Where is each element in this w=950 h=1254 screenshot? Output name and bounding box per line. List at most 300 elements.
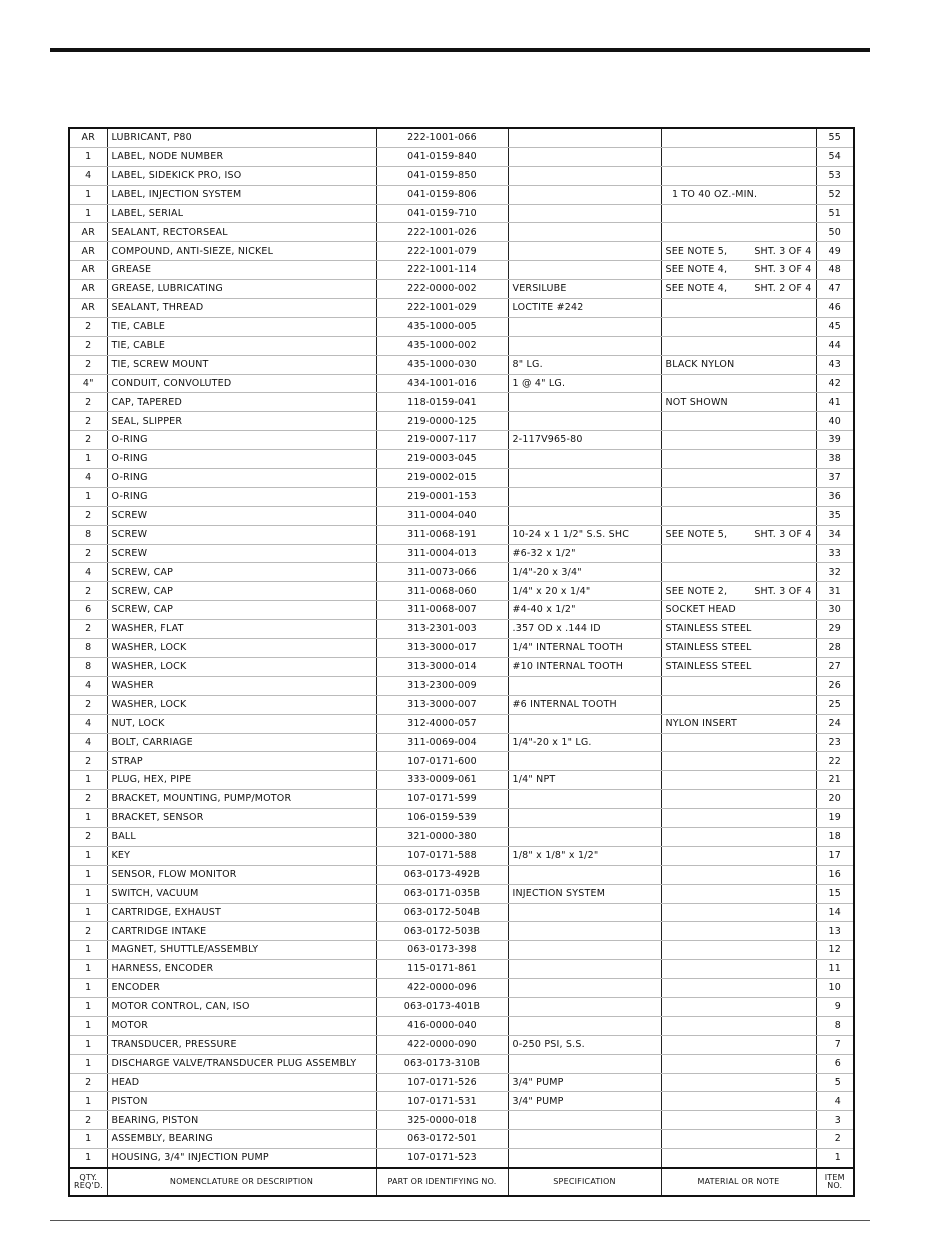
qty-cell: 1	[69, 865, 107, 884]
qty-cell: 1	[69, 1016, 107, 1035]
description-cell: SCREW, CAP	[107, 563, 376, 582]
specification-cell	[508, 317, 661, 336]
description-cell: COMPOUND, ANTI-SIEZE, NICKEL	[107, 242, 376, 261]
note-sheet-ref: SHT. 2 OF 4	[754, 283, 812, 295]
specification-cell: VERSILUBE	[508, 280, 661, 299]
description-cell: TIE, CABLE	[107, 317, 376, 336]
qty-cell: 4	[69, 563, 107, 582]
item-number-cell: 9	[816, 997, 854, 1016]
qty-cell: 2	[69, 412, 107, 431]
description-cell: SCREW	[107, 544, 376, 563]
item-number-cell: 26	[816, 676, 854, 695]
qty-cell: 4	[69, 166, 107, 185]
specification-cell	[508, 960, 661, 979]
table-row	[69, 506, 854, 525]
part-number-cell: 219-0001-153	[376, 487, 508, 506]
description-cell: PLUG, HEX, PIPE	[107, 771, 376, 790]
description-cell: WASHER, FLAT	[107, 620, 376, 639]
material-note-cell	[661, 431, 816, 450]
material-note-cell	[661, 374, 816, 393]
part-number-cell: 325-0000-018	[376, 1111, 508, 1130]
description-cell: LABEL, SERIAL	[107, 204, 376, 223]
item-number-cell: 25	[816, 695, 854, 714]
part-number-cell: 311-0004-040	[376, 506, 508, 525]
qty-cell: AR	[69, 128, 107, 147]
item-number-cell: 46	[816, 299, 854, 318]
item-number-cell: 50	[816, 223, 854, 242]
specification-cell	[508, 506, 661, 525]
part-number-cell: 333-0009-061	[376, 771, 508, 790]
part-number-cell: 312-4000-057	[376, 714, 508, 733]
table-row	[69, 639, 854, 658]
top-rule	[50, 48, 870, 52]
part-number-cell: 311-0073-066	[376, 563, 508, 582]
material-note-cell	[661, 1092, 816, 1111]
description-cell: GREASE	[107, 261, 376, 280]
part-number-cell: 219-0002-015	[376, 469, 508, 488]
item-number-cell: 14	[816, 903, 854, 922]
item-number-cell: 51	[816, 204, 854, 223]
specification-cell	[508, 487, 661, 506]
part-number-cell: 222-1001-066	[376, 128, 508, 147]
material-note-cell	[661, 487, 816, 506]
part-number-cell: 041-0159-850	[376, 166, 508, 185]
specification-cell	[508, 714, 661, 733]
specification-cell: 8" LG.	[508, 355, 661, 374]
description-cell: GREASE, LUBRICATING	[107, 280, 376, 299]
qty-cell: 1	[69, 1149, 107, 1168]
part-number-cell: 106-0159-539	[376, 809, 508, 828]
description-cell: SCREW	[107, 525, 376, 544]
description-cell: WASHER, LOCK	[107, 657, 376, 676]
part-number-cell: 313-2301-003	[376, 620, 508, 639]
specification-cell: 1/4" NPT	[508, 771, 661, 790]
table-row	[69, 431, 854, 450]
material-note-cell	[661, 1054, 816, 1073]
item-number-cell: 23	[816, 733, 854, 752]
part-number-cell: 041-0159-840	[376, 147, 508, 166]
specification-cell	[508, 922, 661, 941]
material-note-cell	[661, 695, 816, 714]
header-specification: SPECIFICATION	[508, 1168, 661, 1196]
material-note-cell	[661, 563, 816, 582]
specification-cell	[508, 903, 661, 922]
specification-cell: #10 INTERNAL TOOTH	[508, 657, 661, 676]
part-number-cell: 313-3000-017	[376, 639, 508, 658]
table-row	[69, 469, 854, 488]
description-cell: CARTRIDGE INTAKE	[107, 922, 376, 941]
part-number-cell: 219-0003-045	[376, 450, 508, 469]
qty-cell: 1	[69, 884, 107, 903]
item-number-cell: 22	[816, 752, 854, 771]
table-row	[69, 960, 854, 979]
description-cell: SEALANT, RECTORSEAL	[107, 223, 376, 242]
material-note-cell	[661, 223, 816, 242]
note-text: NYLON INSERT	[665, 717, 738, 729]
note-text: SEE NOTE 2,	[665, 585, 728, 597]
qty-cell: 1	[69, 1054, 107, 1073]
note-text: SEE NOTE 4,	[665, 283, 728, 295]
qty-cell: 4"	[69, 374, 107, 393]
item-number-cell: 24	[816, 714, 854, 733]
description-cell: WASHER, LOCK	[107, 695, 376, 714]
specification-cell: 1/8" x 1/8" x 1/2"	[508, 846, 661, 865]
part-number-cell: 107-0171-526	[376, 1073, 508, 1092]
qty-cell: 2	[69, 582, 107, 601]
material-note-cell	[661, 1073, 816, 1092]
qty-cell: 1	[69, 1092, 107, 1111]
item-number-cell: 33	[816, 544, 854, 563]
item-number-cell: 11	[816, 960, 854, 979]
table-row	[69, 997, 854, 1016]
note-text: SOCKET HEAD	[665, 604, 736, 616]
part-number-cell: 041-0159-710	[376, 204, 508, 223]
material-note-cell	[661, 469, 816, 488]
item-number-cell: 47	[816, 280, 854, 299]
part-number-cell: 063-0173-401B	[376, 997, 508, 1016]
material-note-cell	[661, 393, 816, 412]
note-sheet-ref: SHT. 3 OF 4	[754, 528, 812, 540]
qty-cell: 4	[69, 733, 107, 752]
qty-cell: 2	[69, 393, 107, 412]
material-note-cell	[661, 771, 816, 790]
table-row	[69, 922, 854, 941]
note-text: SEE NOTE 5,	[665, 528, 728, 540]
part-number-cell: 222-1001-114	[376, 261, 508, 280]
qty-cell: 1	[69, 941, 107, 960]
note-sheet-ref: SHT. 3 OF 4	[754, 245, 812, 257]
part-number-cell: 416-0000-040	[376, 1016, 508, 1035]
qty-cell: 2	[69, 695, 107, 714]
item-number-cell: 12	[816, 941, 854, 960]
item-number-cell: 45	[816, 317, 854, 336]
qty-cell: 8	[69, 639, 107, 658]
material-note-cell	[661, 280, 816, 299]
specification-cell	[508, 469, 661, 488]
qty-cell: 1	[69, 960, 107, 979]
material-note-cell	[661, 865, 816, 884]
qty-cell: 4	[69, 714, 107, 733]
description-cell: MOTOR	[107, 1016, 376, 1035]
table-row	[69, 1149, 854, 1168]
qty-cell: 6	[69, 601, 107, 620]
specification-cell	[508, 242, 661, 261]
material-note-cell	[661, 544, 816, 563]
description-cell: TIE, CABLE	[107, 336, 376, 355]
qty-cell: 8	[69, 525, 107, 544]
material-note-cell	[661, 317, 816, 336]
table-row	[69, 204, 854, 223]
material-note-cell	[661, 261, 816, 280]
item-number-cell: 5	[816, 1073, 854, 1092]
description-cell: O-RING	[107, 450, 376, 469]
description-cell: MOTOR CONTROL, CAN, ISO	[107, 997, 376, 1016]
item-number-cell: 37	[816, 469, 854, 488]
description-cell: WASHER, LOCK	[107, 639, 376, 658]
material-note-cell	[661, 1035, 816, 1054]
item-number-cell: 48	[816, 261, 854, 280]
specification-cell	[508, 809, 661, 828]
item-number-cell: 49	[816, 242, 854, 261]
table-row	[69, 374, 854, 393]
table-row	[69, 733, 854, 752]
part-number-cell: 219-0000-125	[376, 412, 508, 431]
table-row	[69, 676, 854, 695]
material-note-cell	[661, 336, 816, 355]
qty-cell: AR	[69, 242, 107, 261]
item-number-cell: 7	[816, 1035, 854, 1054]
material-note-cell	[661, 1130, 816, 1149]
table-row	[69, 1092, 854, 1111]
specification-cell	[508, 997, 661, 1016]
note-text: 1 TO 40 OZ.-MIN.	[665, 188, 758, 200]
qty-cell: 2	[69, 336, 107, 355]
table-row	[69, 563, 854, 582]
table-row	[69, 261, 854, 280]
qty-cell: 2	[69, 355, 107, 374]
table-row	[69, 1016, 854, 1035]
specification-cell	[508, 393, 661, 412]
specification-cell	[508, 1149, 661, 1168]
material-note-cell	[661, 355, 816, 374]
qty-cell: 2	[69, 790, 107, 809]
specification-cell	[508, 336, 661, 355]
item-number-cell: 42	[816, 374, 854, 393]
specification-cell: .357 OD x .144 ID	[508, 620, 661, 639]
specification-cell: 1/4"-20 x 3/4"	[508, 563, 661, 582]
material-note-cell	[661, 827, 816, 846]
qty-cell: 1	[69, 809, 107, 828]
description-cell: ENCODER	[107, 979, 376, 998]
table-row	[69, 790, 854, 809]
material-note-cell	[661, 922, 816, 941]
part-number-cell: 435-1000-005	[376, 317, 508, 336]
specification-cell	[508, 166, 661, 185]
description-cell: HEAD	[107, 1073, 376, 1092]
material-note-cell	[661, 676, 816, 695]
qty-cell: 1	[69, 1035, 107, 1054]
item-number-cell: 17	[816, 846, 854, 865]
material-note-cell	[661, 166, 816, 185]
item-number-cell: 34	[816, 525, 854, 544]
material-note-cell	[661, 412, 816, 431]
description-cell: CONDUIT, CONVOLUTED	[107, 374, 376, 393]
item-number-cell: 44	[816, 336, 854, 355]
part-number-cell: 107-0171-599	[376, 790, 508, 809]
table-header-row	[69, 1168, 854, 1196]
table-row	[69, 242, 854, 261]
table-row	[69, 582, 854, 601]
qty-cell: 2	[69, 752, 107, 771]
qty-cell: 1	[69, 204, 107, 223]
header-description: NOMENCLATURE OR DESCRIPTION	[107, 1168, 376, 1196]
description-cell: BRACKET, MOUNTING, PUMP/MOTOR	[107, 790, 376, 809]
specification-cell	[508, 128, 661, 147]
specification-cell: 1/4" INTERNAL TOOTH	[508, 639, 661, 658]
table-row	[69, 695, 854, 714]
material-note-cell	[661, 620, 816, 639]
item-number-cell: 20	[816, 790, 854, 809]
qty-cell: AR	[69, 299, 107, 318]
qty-cell: 2	[69, 620, 107, 639]
item-number-cell: 32	[816, 563, 854, 582]
item-number-cell: 40	[816, 412, 854, 431]
description-cell: BALL	[107, 827, 376, 846]
item-number-cell: 21	[816, 771, 854, 790]
note-sheet-ref: SHT. 3 OF 4	[754, 264, 812, 276]
material-note-cell	[661, 1016, 816, 1035]
part-number-cell: 311-0068-007	[376, 601, 508, 620]
part-number-cell: 321-0000-380	[376, 827, 508, 846]
header-material-note: MATERIAL OR NOTE	[661, 1168, 816, 1196]
table-row	[69, 809, 854, 828]
note-text: STAINLESS STEEL	[665, 642, 752, 654]
material-note-cell	[661, 790, 816, 809]
table-row	[69, 185, 854, 204]
description-cell: LABEL, SIDEKICK PRO, ISO	[107, 166, 376, 185]
header-part-number: PART OR IDENTIFYING NO.	[376, 1168, 508, 1196]
specification-cell: 3/4" PUMP	[508, 1092, 661, 1111]
specification-cell: 3/4" PUMP	[508, 1073, 661, 1092]
part-number-cell: 063-0172-504B	[376, 903, 508, 922]
description-cell: O-RING	[107, 469, 376, 488]
specification-cell	[508, 790, 661, 809]
note-text: STAINLESS STEEL	[665, 623, 752, 635]
item-number-cell: 35	[816, 506, 854, 525]
part-number-cell: 435-1000-030	[376, 355, 508, 374]
specification-cell	[508, 1054, 661, 1073]
specification-cell: 2-117V965-80	[508, 431, 661, 450]
material-note-cell	[661, 147, 816, 166]
part-number-cell: 313-2300-009	[376, 676, 508, 695]
parts-list-table	[68, 127, 855, 1197]
material-note-cell	[661, 242, 816, 261]
parts-list-body	[69, 128, 854, 1168]
description-cell: NUT, LOCK	[107, 714, 376, 733]
part-number-cell: 063-0172-501	[376, 1130, 508, 1149]
qty-cell: 2	[69, 1073, 107, 1092]
part-number-cell: 422-0000-090	[376, 1035, 508, 1054]
item-number-cell: 2	[816, 1130, 854, 1149]
description-cell: SCREW, CAP	[107, 601, 376, 620]
table-row	[69, 1130, 854, 1149]
specification-cell	[508, 412, 661, 431]
item-number-cell: 18	[816, 827, 854, 846]
material-note-cell	[661, 884, 816, 903]
specification-cell	[508, 1130, 661, 1149]
part-number-cell: 118-0159-041	[376, 393, 508, 412]
item-number-cell: 3	[816, 1111, 854, 1130]
material-note-cell	[661, 525, 816, 544]
item-number-cell: 27	[816, 657, 854, 676]
table-row	[69, 827, 854, 846]
table-row	[69, 1111, 854, 1130]
specification-cell	[508, 1016, 661, 1035]
part-number-cell: 313-3000-014	[376, 657, 508, 676]
material-note-cell	[661, 1111, 816, 1130]
part-number-cell: 311-0068-191	[376, 525, 508, 544]
material-note-cell	[661, 506, 816, 525]
description-cell: CAP, TAPERED	[107, 393, 376, 412]
table-row	[69, 865, 854, 884]
material-note-cell	[661, 714, 816, 733]
part-number-cell: 063-0171-035B	[376, 884, 508, 903]
note-text: SEE NOTE 4,	[665, 264, 728, 276]
description-cell: SWITCH, VACUUM	[107, 884, 376, 903]
part-number-cell: 222-1001-026	[376, 223, 508, 242]
qty-cell: 1	[69, 185, 107, 204]
note-text: NOT SHOWN	[665, 396, 728, 408]
header-item-number: ITEM NO.	[816, 1168, 854, 1196]
table-row	[69, 752, 854, 771]
part-number-cell: 107-0171-531	[376, 1092, 508, 1111]
specification-cell	[508, 941, 661, 960]
table-row	[69, 657, 854, 676]
qty-cell: 2	[69, 431, 107, 450]
qty-cell: 1	[69, 903, 107, 922]
material-note-cell	[661, 450, 816, 469]
bottom-rule	[50, 1220, 870, 1221]
specification-cell	[508, 185, 661, 204]
description-cell: SEAL, SLIPPER	[107, 412, 376, 431]
table-row	[69, 1054, 854, 1073]
item-number-cell: 4	[816, 1092, 854, 1111]
material-note-cell	[661, 997, 816, 1016]
description-cell: CARTRIDGE, EXHAUST	[107, 903, 376, 922]
table-row	[69, 412, 854, 431]
part-number-cell: 107-0171-523	[376, 1149, 508, 1168]
item-number-cell: 29	[816, 620, 854, 639]
part-number-cell: 311-0004-013	[376, 544, 508, 563]
part-number-cell: 422-0000-096	[376, 979, 508, 998]
qty-cell: 2	[69, 506, 107, 525]
specification-cell: INJECTION SYSTEM	[508, 884, 661, 903]
part-number-cell: 222-0000-002	[376, 280, 508, 299]
specification-cell	[508, 865, 661, 884]
specification-cell	[508, 979, 661, 998]
part-number-cell: 222-1001-029	[376, 299, 508, 318]
table-row	[69, 544, 854, 563]
part-number-cell: 311-0068-060	[376, 582, 508, 601]
note-text: BLACK NYLON	[665, 358, 735, 370]
material-note-cell	[661, 733, 816, 752]
qty-cell: 1	[69, 997, 107, 1016]
specification-cell	[508, 1111, 661, 1130]
qty-cell: AR	[69, 280, 107, 299]
qty-cell: 2	[69, 317, 107, 336]
specification-cell: LOCTITE #242	[508, 299, 661, 318]
table-row	[69, 336, 854, 355]
table-row	[69, 487, 854, 506]
description-cell: MAGNET, SHUTTLE/ASSEMBLY	[107, 941, 376, 960]
qty-cell: 4	[69, 676, 107, 695]
description-cell: ASSEMBLY, BEARING	[107, 1130, 376, 1149]
note-text: SEE NOTE 5,	[665, 245, 728, 257]
description-cell: SCREW	[107, 506, 376, 525]
qty-cell: 1	[69, 846, 107, 865]
description-cell: BOLT, CARRIAGE	[107, 733, 376, 752]
specification-cell	[508, 676, 661, 695]
material-note-cell	[661, 299, 816, 318]
item-number-cell: 10	[816, 979, 854, 998]
table-row	[69, 299, 854, 318]
specification-cell	[508, 752, 661, 771]
table-row	[69, 941, 854, 960]
description-cell: DISCHARGE VALVE/TRANSDUCER PLUG ASSEMBLY	[107, 1054, 376, 1073]
description-cell: STRAP	[107, 752, 376, 771]
part-number-cell: 063-0173-492B	[376, 865, 508, 884]
table-row	[69, 620, 854, 639]
